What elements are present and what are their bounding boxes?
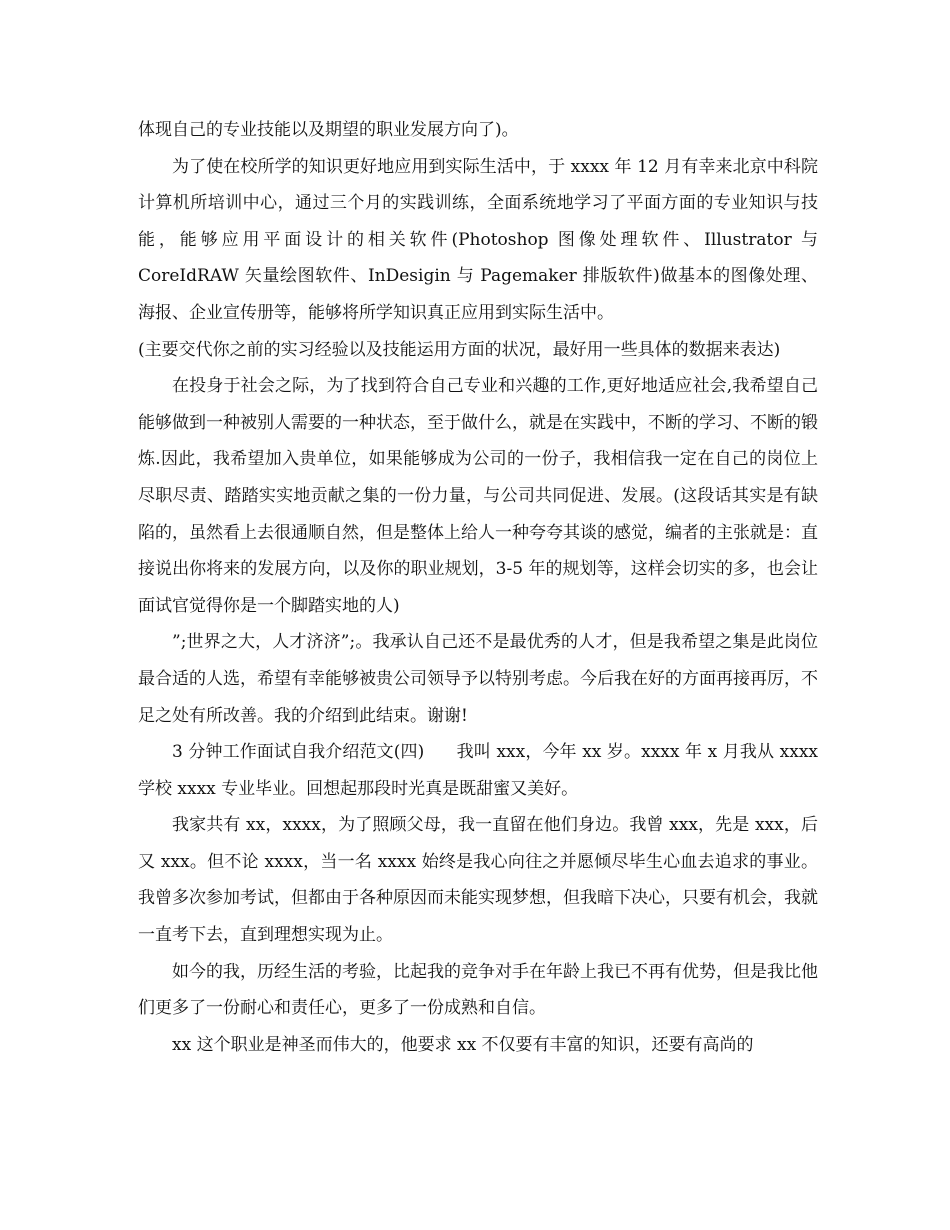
paragraph-2: 为了使在校所学的知识更好地应用到实际生活中，于 xxxx 年 12 月有幸来北京中科院计算机所培训中心，通过三个月的实践训练，全面系统地学习了平面方面的专业知识与技能，能够应用平面设计的相关软件(Photoshop 图像处理软件、Illustrator 与 CoreIdRAW 矢量绘图软件、InDesigin 与 Pagemaker 排版软件)做基本的图像处理、海报、企业宣传册等，能够将所学知识真正应用到实际生活中。 xyxy=(138,156,818,323)
section-heading: 3 分钟工作面试自我介绍范文(四) xyxy=(172,742,425,763)
paragraph-7: 我家共有 xx，xxxx，为了照顾父母，我一直留在他们身边。我曾 xxx，先是 xxx，后又 xxx。但不论 xxxx，当一名 xxxx 始终是我心向往之并愿倾尽毕生心血去追求的事业。我曾多次参加考试，但都由于各种原因而未能实现梦想，但我暗下决心，只要有机会，我就一直考下去，直到理想实现为止。 xyxy=(138,815,818,946)
section-body: 我叫 xxx，今年 xx 岁。xxxx 年 x 月我从 xxxx 学校 xxxx 专业毕业。回想起那段时光真是既甜蜜又美好。 xyxy=(138,742,818,799)
paragraph-3-note: (主要交代你之前的实习经验以及技能运用方面的状况，最好用一些具体的数据来表达) xyxy=(138,339,781,360)
document-page xyxy=(138,112,818,1063)
paragraph-8: 如今的我，历经生活的考验，比起我的竞争对手在年龄上我已不再有优势，但是我比他们更多了一份耐心和责任心，更多了一份成熟和自信。 xyxy=(138,961,818,1019)
paragraph-4: 在投身于社会之际，为了找到符合自己专业和兴趣的工作,更好地适应社会,我希望自己能够做到一种被别人需要的一种状态，至于做什么，就是在实践中，不断的学习、不断的锻炼.因此，我希望加入贵单位，如果能够成为公司的一份子，我相信我一定在自己的岗位上尽职尽责、踏踏实实地贡献之集的一份力量，与公司共同促进、发展。(这段话其实是有缺陷的，虽然看上去很通顺自然，但是整体上给人一种夸夸其谈的感觉，编者的主张就是：直接说出你将来的发展方向，以及你的职业规划，3-5 年的规划等，这样会切实的多，也会让面试官觉得你是一个脚踏实地的人) xyxy=(138,376,818,616)
paragraph-1: 体现自己的专业技能以及期望的职业发展方向了)。 xyxy=(138,120,519,140)
paragraph-5: ”;世界之大，人才济济”;。我承认自己还不是最优秀的人才，但是我希望之集是此岗位最合适的人选，希望有幸能够被贵公司领导予以特别考虑。今后我在好的方面再接再厉，不足之处有所改善。我的介绍到此结束。谢谢! xyxy=(138,632,818,726)
paragraph-9: xx 这个职业是神圣而伟大的，他要求 xx 不仅要有丰富的知识，还要有高尚的 xyxy=(172,1034,754,1055)
paragraph-6 xyxy=(138,734,818,807)
